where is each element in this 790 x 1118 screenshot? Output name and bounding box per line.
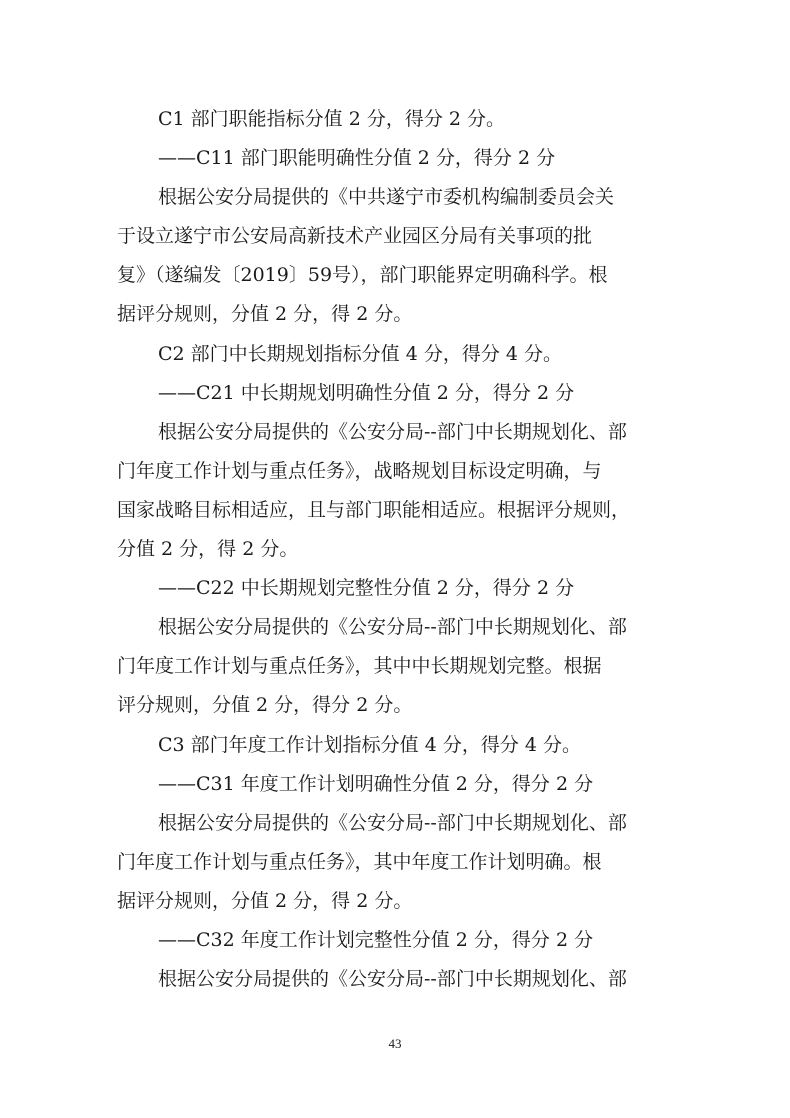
- document-body: [117, 100, 677, 999]
- text-line: 门年度工作计划与重点任务》，战略规划目标设定明确，与: [117, 459, 602, 482]
- text-line: 门年度工作计划与重点任务》，其中中长期规划完整。根据: [117, 655, 602, 678]
- text-line: 根据公安分局提供的《公安分局--部门中长期规划化、部: [158, 616, 627, 639]
- text-line: ——C32 年度工作计划完整性分值 2 分，得分 2 分: [158, 928, 594, 951]
- text-line: 复》（遂编发〔2019〕59号），部门职能界定明确科学。根: [117, 264, 608, 287]
- text-line: 门年度工作计划与重点任务》，其中年度工作计划明确。根: [117, 850, 602, 873]
- text-line: ——C21 中长期规划明确性分值 2 分，得分 2 分: [158, 381, 575, 404]
- text-line: C3 部门年度工作计划指标分值 4 分，得分 4 分。: [158, 733, 582, 756]
- page-number: 43: [388, 1036, 402, 1051]
- text-line: ——C22 中长期规划完整性分值 2 分，得分 2 分: [158, 577, 575, 600]
- text-line: 评分规则，分值 2 分，得分 2 分。: [117, 694, 413, 717]
- text-line: C1 部门职能指标分值 2 分，得分 2 分。: [158, 108, 506, 130]
- text-line: 分值 2 分，得 2 分。: [117, 538, 299, 561]
- text-line: 于设立遂宁市公安局高新技术产业园区分局有关事项的批: [117, 225, 593, 248]
- text-line: 根据公安分局提供的《公安分局--部门中长期规划化、部: [158, 968, 627, 991]
- text-line: 根据公安分局提供的《公安分局--部门中长期规划化、部: [158, 811, 627, 834]
- text-line: 国家战略目标相适应，且与部门职能相适应。根据评分规则，: [117, 498, 631, 521]
- text-line: C2 部门中长期规划指标分值 4 分，得分 4 分。: [158, 342, 563, 365]
- text-line: ——C31 年度工作计划明确性分值 2 分，得分 2 分: [158, 772, 594, 795]
- text-line: 根据公安分局提供的《公安分局--部门中长期规划化、部: [158, 420, 627, 443]
- text-line: 根据公安分局提供的《中共遂宁市委机构编制委员会关: [158, 186, 615, 209]
- text-line: 据评分规则，分值 2 分，得 2 分。: [117, 889, 413, 912]
- text-line: ——C11 部门职能明确性分值 2 分，得分 2 分: [158, 147, 556, 170]
- text-line: 据评分规则，分值 2 分，得 2 分。: [117, 303, 413, 326]
